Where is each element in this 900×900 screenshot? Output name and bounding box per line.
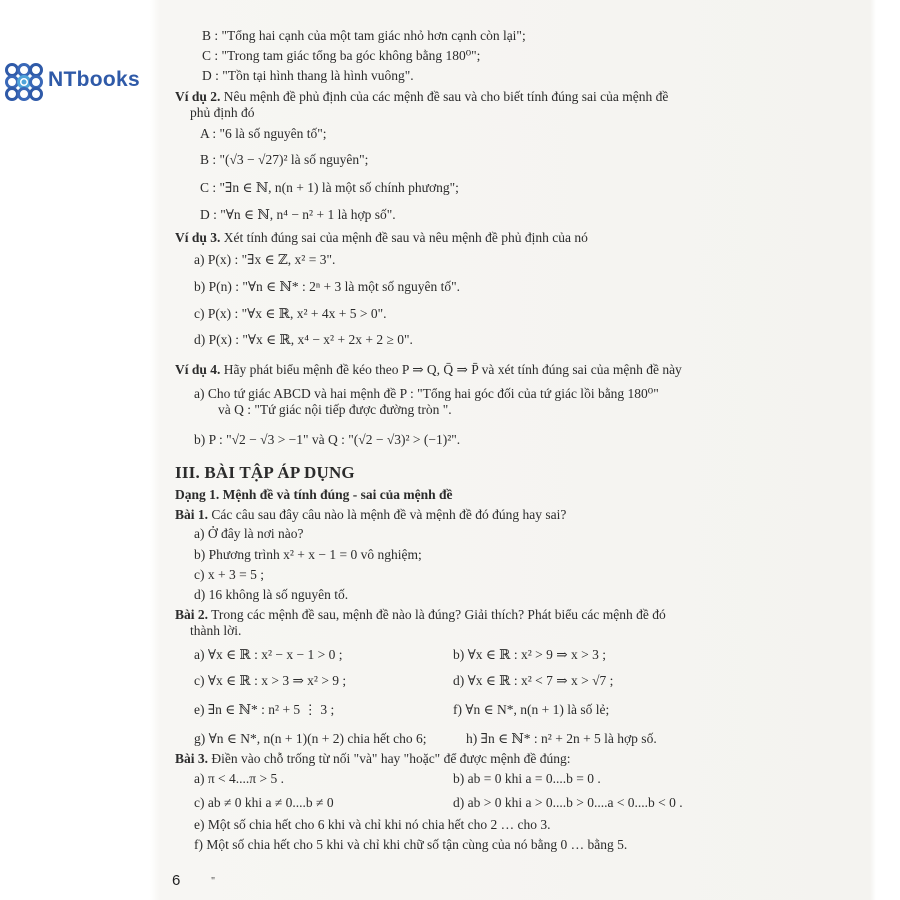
text-line: b) Phương trình x² + x − 1 = 0 vô nghiệm; — [194, 547, 422, 562]
text-line: D : "Tồn tại hình thang là hình vuông". — [202, 68, 414, 83]
text-line: c) ab ≠ 0 khi a ≠ 0....b ≠ 0 — [194, 795, 334, 810]
page-number: 6 — [172, 872, 181, 889]
example-heading: Ví dụ 2. Nêu mệnh đề phủ định của các mệnh đề sau và cho biết tính đúng sai của mệnh đề — [175, 89, 669, 104]
text-line: b) P : "√2 − √3 > −1" và Q : "(√2 − √3)² > (−1)²". — [194, 432, 461, 447]
text-line: d) ∀x ∈ ℝ : x² < 7 ⇒ x > √7 ; — [453, 673, 614, 688]
text-line: f) ∀n ∈ N*, n(n + 1) là số lẻ; — [453, 702, 610, 717]
heading-label: Bài 1. — [175, 507, 209, 522]
text-line: g) ∀n ∈ N*, n(n + 1)(n + 2) chia hết cho 6; — [194, 731, 427, 746]
text-line: c) x + 3 = 5 ; — [194, 567, 264, 582]
section-title: III. BÀI TẬP ÁP DỤNG — [175, 463, 355, 482]
heading-label: Ví dụ 4. — [175, 362, 221, 377]
text-line: thành lời. — [190, 623, 242, 638]
text-line: a) π < 4....π > 5 . — [194, 771, 284, 786]
brand-name: NTbooks — [48, 68, 140, 91]
text-line: a) P(x) : "∃x ∈ ℤ, x² = 3". — [194, 252, 336, 267]
text-line: b) ∀x ∈ ℝ : x² > 9 ⇒ x > 3 ; — [453, 647, 606, 662]
exercise-heading: Bài 1. Các câu sau đây câu nào là mệnh đề và mệnh đề đó đúng hay sai? — [175, 507, 567, 522]
subsection-title: Dạng 1. Mệnh đề và tính đúng - sai của mệnh đề — [175, 487, 453, 502]
exercise-heading: Bài 2. Trong các mệnh đề sau, mệnh đề nào là đúng? Giải thích? Phát biểu các mệnh đề đó — [175, 607, 666, 622]
text-line: e) Một số chia hết cho 6 khi và chỉ khi nó chia hết cho 2 … cho 3. — [194, 817, 551, 832]
text-line: C : "Trong tam giác tổng ba góc không bằng 180⁰"; — [202, 48, 481, 63]
footer-mark: " — [211, 876, 216, 887]
heading-label: Bài 2. — [175, 607, 209, 622]
text-line: e) ∃n ∈ ℕ* : n² + 5 ⋮ 3 ; — [194, 702, 335, 717]
text-line: b) P(n) : "∀n ∈ ℕ* : 2ⁿ + 3 là một số nguyên tố". — [194, 279, 460, 294]
text-line: và Q : "Tứ giác nội tiếp được đường tròn ". — [218, 402, 452, 417]
text-line: B : "Tổng hai cạnh của một tam giác nhỏ hơn cạnh còn lại"; — [202, 28, 526, 43]
ntbooks-logo-icon — [2, 60, 48, 104]
text-line: f) Một số chia hết cho 5 khi và chỉ khi chữ số tận cùng của nó bằng 0 … bằng 5. — [194, 837, 628, 852]
text-line: B : "(√3 − √27)² là số nguyên"; — [200, 152, 369, 167]
text-line: d) 16 không là số nguyên tố. — [194, 587, 349, 602]
heading-label: Ví dụ 3. — [175, 230, 221, 245]
text-line: c) P(x) : "∀x ∈ ℝ, x² + 4x + 5 > 0". — [194, 306, 387, 321]
text-line: A : "6 là số nguyên tố"; — [200, 126, 327, 141]
text-line: h) ∃n ∈ ℕ* : n² + 2n + 5 là hợp số. — [466, 731, 657, 746]
text-line: C : "∃n ∈ ℕ, n(n + 1) là một số chính phương"; — [200, 180, 459, 195]
example-heading: Ví dụ 3. Xét tính đúng sai của mệnh đề sau và nêu mệnh đề phủ định của nó — [175, 230, 588, 245]
heading-label: Ví dụ 2. — [175, 89, 221, 104]
text-line: a) Cho tứ giác ABCD và hai mệnh đề P : "Tổng hai góc đối của tứ giác lồi bằng 180⁰" — [194, 386, 659, 401]
text-line: a) Ở đây là nơi nào? — [194, 526, 304, 541]
text-line: b) ab = 0 khi a = 0....b = 0 . — [453, 771, 601, 786]
text-line: d) ab > 0 khi a > 0....b > 0....a < 0....b < 0 . — [453, 795, 683, 810]
text-line: D : "∀n ∈ ℕ, n⁴ − n² + 1 là hợp số". — [200, 207, 396, 222]
text-line: phủ định đó — [190, 105, 255, 120]
brand-logo — [0, 60, 150, 104]
exercise-heading: Bài 3. Điền vào chỗ trống từ nối "và" hay "hoặc" để được mệnh đề đúng: — [175, 751, 571, 766]
heading-label: Bài 3. — [175, 751, 209, 766]
text-line: c) ∀x ∈ ℝ : x > 3 ⇒ x² > 9 ; — [194, 673, 347, 688]
text-line: d) P(x) : "∀x ∈ ℝ, x⁴ − x² + 2x + 2 ≥ 0". — [194, 332, 413, 347]
example-heading: Ví dụ 4. Hãy phát biểu mệnh đề kéo theo P ⇒ Q, Q̄ ⇒ P̄ và xét tính đúng sai của mệnh đề này — [175, 362, 682, 377]
text-line: a) ∀x ∈ ℝ : x² − x − 1 > 0 ; — [194, 647, 343, 662]
